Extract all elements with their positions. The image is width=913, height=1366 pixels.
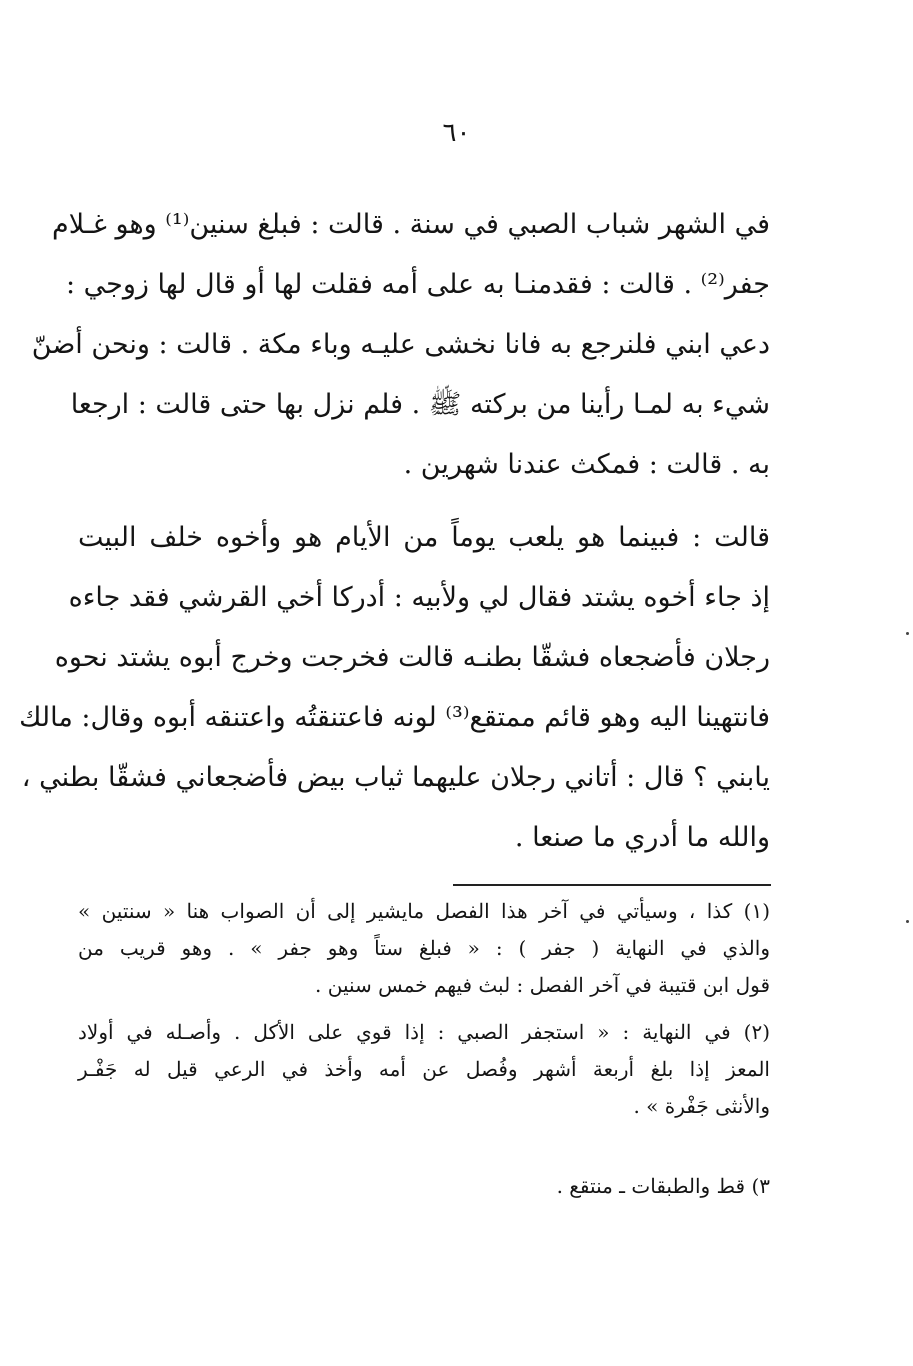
- text-line: شيء به لمـا رأينا من بركته ﷺ . فلم نزل بها حتى قالت : ارجعا: [70, 389, 770, 420]
- footnote-line: (٢) في النهاية : « استجفر الصبي : إذا قوي على الأكل . وأصـله في أولاد: [78, 1020, 770, 1044]
- footnote-1: [78, 893, 770, 1004]
- text-line: قالت : فبينما هو يلعب يوماً من الأيام هو وأخوه خلف البيت: [78, 522, 770, 553]
- text-line: فانتهينا اليه وهو قائم ممتقع⁽³⁾ لونه فاعتنقتُه واعتنقه أبوه وقال: مالك: [19, 702, 770, 733]
- footnote-2: [78, 1014, 770, 1125]
- paragraph-1: [31, 195, 770, 495]
- text-line: رجلان فأضجعاه فشقّا بطنـه قالت فخرجت وخرج أبوه يشتد نحوه: [54, 642, 770, 673]
- footnotes: [78, 893, 770, 1135]
- scan-speck: [906, 920, 909, 923]
- scan-speck: [906, 632, 909, 635]
- text-line: دعي ابني فلنرجع به فانا نخشى عليـه وباء مكة . قالت : ونحن أضنّ: [31, 329, 770, 360]
- footnote-line: (١) كذا ، وسيأتي في آخر هذا الفصل مايشير إلى أن الصواب هنا « سنتين »: [78, 899, 770, 923]
- footnote-line: المعز إذا بلغ أربعة أشهر وفُصل عن أمه وأخذ في الرعي قيل له جَفْـر: [78, 1057, 770, 1081]
- paragraph-2: [19, 508, 770, 868]
- text-line: والله ما أدري ما صنعا .: [514, 822, 770, 853]
- text-line: في الشهر شباب الصبي في سنة . قالت : فبلغ سنين⁽¹⁾ وهو غـلام: [52, 209, 770, 240]
- text-line: يابني ؟ قال : أتاني رجلان عليهما ثياب بيض فأضجعاني فشقّا بطني ،: [21, 762, 770, 793]
- footnote-separator: [453, 884, 771, 886]
- text-line: إذ جاء أخوه يشتد فقال لي ولأبيه : أدركا أخي القرشي فقد جاءه: [68, 582, 770, 613]
- text-line: جفر⁽²⁾ . قالت : فقدمنـا به على أمه فقلت لها أو قال لها زوجي :: [66, 269, 770, 300]
- text-line: به . قالت : فمكث عندنا شهرين .: [403, 449, 770, 480]
- footnote-line: والذي في النهاية ( جفر ) : « فبلغ ستاً وهو جفر » . وهو قريب من: [78, 936, 770, 960]
- page-number: ٦٠: [442, 118, 471, 148]
- footnote-line: قول ابن قتيبة في آخر الفصل : لبث فيهم خمس سنين .: [315, 973, 770, 997]
- footnote-3: ٣) قط والطبقات ـ منتقع .: [556, 1174, 770, 1198]
- footnote-line: والأنثى جَفْرة » .: [633, 1094, 770, 1118]
